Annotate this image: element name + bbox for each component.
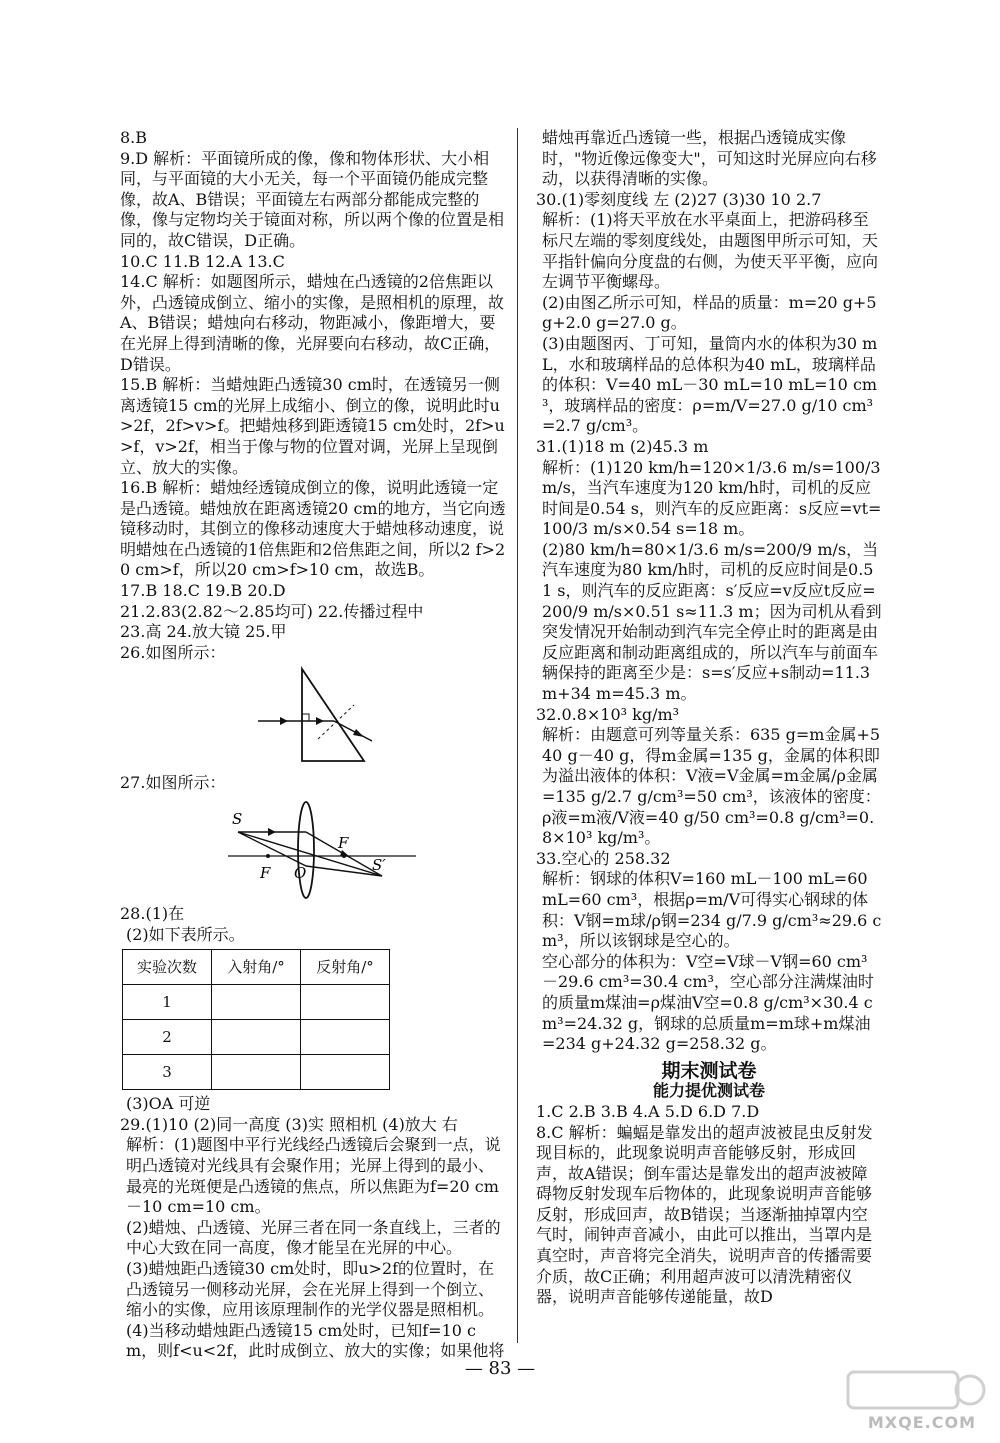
analysis-29-3: (3)蜡烛距凸透镜30 cm处时，即u>2f的位置时，在凸透镜另一侧移动光屏，会在光屏上得到一个倒立、缩小的实像，应用该原理制作的光学仪器是照相机。 (126, 1258, 495, 1320)
convex-lens (298, 802, 314, 898)
lens-figure (120, 794, 506, 904)
table-header: 反射角/° (301, 950, 390, 985)
answer-9: 9.D 解析：平面镜所成的像，像和物体形状、大小相同，与平面镜的大小无关，每一个平面镜仍能成完整像，故A、B错误；平面镜左右两部分都能成完整的像，像与定物均关于镜面对称，所以两个像的位置是相同的，故C错误，D正确。 (120, 148, 505, 250)
right-angle-mark (302, 714, 309, 721)
table-row (123, 985, 390, 1020)
answer-26: 26.如图所示： (120, 642, 226, 662)
table-cell (212, 1055, 301, 1090)
final-answer-8: 8.C 解析：蝙蝠是靠发出的超声波被昆虫反射发现目标的，此现象说明声音能够反射，形成回声，故A错误；倒车雷达是靠发出的超声波被障碍物反射发现车后物体的，此现象说明声音能够反射，形成回声，故B错误；当逐渐抽掉罩内空气时，闹钟声音减小，由此可以推出，当罩内是真空时，声音将完全消失，说明声音的传播需要介质，故C正确；利用超声波可以清洗精密仪器，说明声音能够传递能量，故D (536, 1122, 873, 1307)
answer-10-13: 10.C 11.B 12.A 13.C (120, 251, 285, 271)
answer-29: 29.(1)10 (2)同一高度 (3)实 照相机 (4)放大 右 (120, 1114, 458, 1134)
focus-right (342, 854, 346, 858)
refracted-ray (334, 721, 372, 741)
answer-30: 30.(1)零刻度线 左 (2)27 (3)30 10 2.7 (536, 189, 822, 209)
ray-s-out (306, 866, 382, 876)
right-column (536, 128, 882, 1308)
final-answers-1-7: 1.C 2.B 3.B 4.A 5.D 6.D 7.D (536, 1101, 760, 1121)
page-number: — 83 — (464, 1358, 536, 1379)
answer-21-22: 21.2.83(2.82～2.85均可) 22.传播过程中 (120, 601, 424, 621)
prism-figure (120, 663, 506, 773)
analysis-30-3: (3)由题图丙、丁可知，量筒内水的体积为30 mL，水和玻璃样品的总体积为40 mL，玻璃样品的体积：V=40 mL－30 mL=10 mL=10 cm³，玻璃样品的密度：ρ=m/V=27.0 g/10 cm³=2.7 g/cm³。 (542, 333, 878, 436)
table-cell: 3 (123, 1055, 212, 1090)
label-s: S (232, 810, 243, 829)
section-title: 期末测试卷 (661, 1059, 757, 1082)
answer-8: 8.B (120, 128, 148, 147)
table-row (123, 1055, 390, 1090)
answer-31: 31.(1)18 m (2)45.3 m (536, 436, 709, 456)
table-header: 实验次数 (123, 950, 212, 985)
answer-27: 27.如图所示： (120, 773, 226, 793)
analysis-31-1: 解析：(1)120 km/h=120×1/3.6 m/s=100/3 m/s，当汽车速度为120 km/h时，司机的反应时间是0.54 s，则汽车的反应距离：s反应=vt=100/3 m/s×0.54 s=18 m。 (542, 457, 882, 539)
table-cell: 2 (123, 1020, 212, 1055)
watermark-text: MXQE.COM (867, 1413, 976, 1432)
table-cell (212, 985, 301, 1020)
label-s-prime: S′ (372, 856, 386, 875)
table-cell: 1 (123, 985, 212, 1020)
table-cell (212, 1020, 301, 1055)
answer-28-2: (2)如下表所示。 (126, 924, 245, 944)
answer-28: 28.(1)在 (120, 904, 185, 924)
prism-shape (302, 669, 364, 761)
analysis-30-1: 解析：(1)将天平放在水平桌面上，把游码移至标尺左端的零刻度线处，由题图甲所示可知，天平指针偏向分度盘的右侧，为使天平平衡，应向左调节平衡螺母。 (542, 210, 879, 292)
answer-28-3: (3)OA 可逆 (126, 1094, 211, 1114)
experiment-table (122, 949, 390, 1090)
table-header-row (123, 950, 390, 985)
answer-23-25: 23.高 24.放大镜 25.甲 (120, 622, 287, 642)
label-f-left: F (260, 864, 271, 883)
analysis-31-2: (2)80 km/h=80×1/3.6 m/s=200/9 m/s，当汽车速度为80 km/h时，司机的反应时间是0.51 s，则汽车的反应距离：s′反应=v反应t反应=200/9 m/s×0.51 s≈11.3 m；因为司机从看到突发情况开始制动到汽车完全停止时的距离是由反应距离和制动距离组成的，所以汽车与前面车辆保持的距离至少是：s=s′反应+s制动=11.3 m+34 m=45.3 m。 (542, 539, 882, 704)
watermark-logo (820, 1368, 990, 1436)
analysis-29-cont: 蜡烛再靠近凸透镜一些，根据凸透镜成实像时，"物近像远像变大"，可知这时光屏应向右移动，以获得清晰的实像。 (542, 128, 877, 189)
analysis-30-2: (2)由图乙所示可知，样品的质量：m=20 g+5 g+2.0 g=27.0 g。 (542, 292, 877, 333)
table-cell (301, 1020, 390, 1055)
analysis-29-2: (2)蜡烛、凸透镜、光屏三者在同一条直线上，三者的中心大致在同一高度，像才能呈在光屏的中心。 (126, 1217, 501, 1258)
table-header: 入射角/° (212, 950, 301, 985)
label-f-right: F (338, 834, 349, 853)
focus-left (266, 854, 270, 858)
analysis-29-4: (4)当移动蜡烛距凸透镜15 cm处时，已知f=10 cm，则f<u<2f，此时成倒立、放大的实像；如果他将 (126, 1320, 505, 1361)
lens-diagram (120, 794, 506, 904)
ray-arrow-a (268, 828, 276, 836)
ray-arrow-2 (316, 717, 324, 725)
answer-17-20: 17.B 18.C 19.B 20.D (120, 581, 286, 601)
table-cell (301, 1055, 390, 1090)
answer-16: 16.B 解析：蜡烛经透镜成倒立的像，说明此透镜一定是凸透镜。蜡烛放在距离透镜20 cm的地方，当它向透镜移动时，其倒立的像移动速度大于蜡烛移动速度，说明蜡烛在凸透镜的1倍焦距和2倍焦距之间，所以2 f>20 cm>f，所以20 cm>f>10 cm，故选B。 (120, 478, 506, 580)
ray-arrow-1 (280, 717, 288, 725)
answer-32: 32.0.8×10³ kg/m³ (536, 704, 680, 724)
ray-arrow-3 (353, 729, 364, 737)
left-column (120, 128, 506, 1362)
table-cell (301, 985, 390, 1020)
analysis-32: 解析：由题意可列等量关系：635 g=m金属+540 g－40 g，得m金属=135 g，金属的体积即为溢出液体的体积：V液=V金属=m金属/ρ金属=135 g/2.7 g/cm³=50 cm³，该液体的密度：ρ液=m液/V液=40 g/50 cm³=0.8 g/cm³=0.8×10³ kg/m³。 (542, 725, 881, 848)
analysis-33-1: 解析：钢球的体积V=160 mL－100 mL=60 mL=60 cm³，根据ρ=m/V可得实心钢球的体积：V钢=m球/ρ钢=234 g/7.9 g/cm³≈29.6 cm³，所以该钢球是空心的。 (542, 869, 882, 951)
answer-14: 14.C 解析：如题图所示，蜡烛在凸透镜的2倍焦距以外，凸透镜成倒立、缩小的实像，是照相机的原理，故A、B错误；蜡烛向右移动，物距减小，像距增大，要在光屏上得到清晰的像，光屏要向右移动，故C正确，D错误。 (120, 272, 505, 374)
answer-15: 15.B 解析：当蜡烛距凸透镜30 cm时，在透镜另一侧离透镜15 cm的光屏上成缩小、倒立的像，说明此时u>2f，2f>v>f。把蜡烛移到距透镜15 cm处时，2f>u>f，v>2f，相当于像与物的位置对调，光屏上呈现倒立、放大的实像。 (120, 375, 505, 477)
column-divider (517, 128, 518, 1343)
analysis-33-2: 空心部分的体积为：V空=V球－V钢=60 cm³－29.6 cm³=30.4 cm³，空心部分注满煤油时的质量m煤油=ρ煤油V空=0.8 g/cm³×30.4 cm³=24.32 g，钢球的总质量m=m球+m煤油=234 g+24.32 g=258.32 g。 (542, 951, 874, 1054)
answer-33: 33.空心的 258.32 (536, 848, 671, 868)
analysis-29-1: 解析：(1)题图中平行光线经凸透镜后会聚到一点，说明凸透镜对光线具有会聚作用；光屏上得到的最小、最亮的光斑便是凸透镜的焦点，所以焦距为f=20 cm－10 cm=10 cm。 (126, 1135, 501, 1217)
section-subtitle: 能力提优测试卷 (652, 1081, 765, 1101)
prism-diagram (120, 663, 506, 773)
label-o: O (294, 864, 307, 883)
table-row (123, 1020, 390, 1055)
